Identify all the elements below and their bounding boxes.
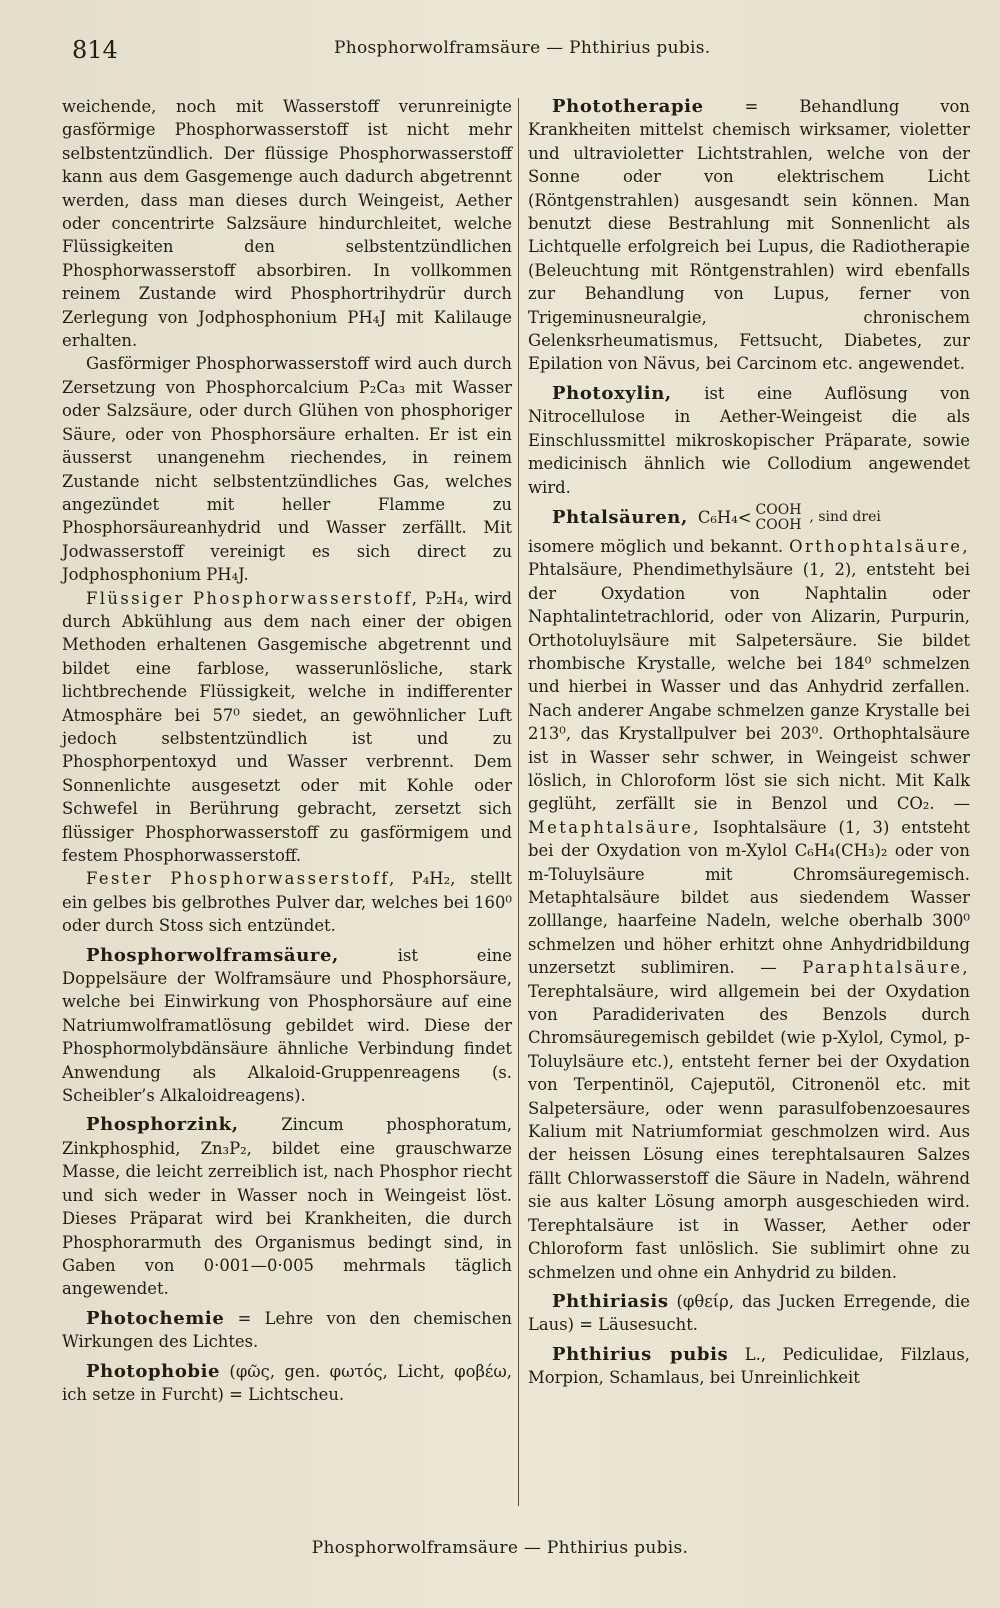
dictionary-entry [528,382,970,499]
paragraph-text: Phtalsäure, Phendimethylsäure (1, 2), entsteht bei der Oxydation von Naphtalin oder Naphtalintetrachlorid, oder von Alizarin, Purpurin, Orthotoluylsäure mit Salpetersäure. Sie bildet rhombische Krystalle, welche bei 184⁰ schmelzen und hierbei in Wasser und das Anhydrid zerfallen. Nach anderer Angabe schmelzen ganze Krystalle bei 213⁰, das Krystallpulver bei 203⁰. Orthophtalsäure ist in Wasser sehr schwer, in Weingeist schwer löslich, in Chloroform löst sie sich nicht. Mit Kalk geglüht, zerfällt sie in Benzol und CO₂. — [528,560,970,814]
dictionary-entry [528,1290,970,1337]
entry-headword: Photophobie [86,1360,221,1382]
entry-text: = Lehre von den chemischen Wirkungen des Lichtes. [62,1308,512,1352]
paragraph-text: P₂H₄, wird durch Abkühlung aus dem nach einer der obigen Methoden erhaltenen Gasgemische abgetrennt und bildet eine farblose, wasserunlösliche, stark lichtbrechende Flüssigkeit, welche in indifferenter Atmosphäre bei 57⁰ siedet, an gewöhnlicher Luft jedoch selbstentzündlich ist und zu Phosphorpentoxyd und Wasser verbrennt. Dem Sonnenlichte ausgesetzt oder mit Kohle oder Schwefel in Berührung gebracht, zersetzt sich flüssiger Phosphorwasserstoff zu gasförmigem und festem Phosphorwasserstoff. [62,588,513,865]
entry-headword: Phthiriasis [552,1290,669,1312]
entry-headword: Photochemie [86,1307,225,1329]
paragraph-text: isomere möglich und bekannt. [528,536,790,556]
formula-top: COOH [755,501,802,518]
page-footer: Phosphorwolframsäure — Phthirius pubis. [311,1538,689,1558]
column-divider [518,98,519,1506]
subheading: Paraphtalsäure, [802,958,970,978]
subheading: Orthophtalsäure, [789,536,970,556]
dictionary-entry [62,1360,512,1407]
entry-headword: Photoxylin, [552,382,672,404]
paragraph [62,867,512,937]
formula-base: C₆H₄< [697,508,752,528]
dictionary-entry [528,95,970,376]
dictionary-entry [62,1307,512,1354]
dictionary-entry [62,1113,512,1300]
entry-text: ist eine Doppelsäure der Wolframsäure und Phosphorsäure, welche bei Einwirkung von Phosphorsäure auf eine Natriumwolframatlösung gebildet wird. Diese der Phosphormolybdänsäure ähnliche Verbindung findet Anwendung als Alkaloid-Gruppenreagens (s. Scheibler’s Alkaloidreagens). [62,945,512,1106]
entry-headword: Phototherapie [552,96,704,117]
formula-fraction [756,503,802,533]
subheading: Fester Phosphorwasserstoff, [86,869,397,889]
phtalsaeure-formula-line [528,503,970,533]
subheading: Flüssiger Phosphorwasserstoff, [86,588,420,608]
paragraph-text: P₄H₂, stellt ein gelbes bis gelbrothes Pulver dar, welches bei 160⁰ oder durch Stoss sich entzündet. [62,869,512,936]
formula-tail: , sind drei [809,509,881,526]
entry-text: = Behandlung von Krankheiten mittelst chemisch wirksamer, violetter und ultravioletter Lichtstrahlen, welche von der Sonne oder von elektrischem Licht (Röntgenstrahlen) ausgesandt sein können. Man benutzt diese Bestrahlung mit Sonnenlicht als Lichtquelle erfolgreich bei Lupus, die Radiotherapie (Beleuchtung mit Röntgenstrahlen) wird ebenfalls zur Behandlung von Lupus, ferner von Trigeminusneuralgie, chronischem Gelenksrheumatismus, Fettsucht, Diabetes, zur Epilation von Nävus, bei Carcinom etc. angewendet. [528,97,970,374]
entry-text: Zincum phosphoratum, Zinkphosphid, Zn₃P₂, bildet eine grauschwarze Masse, die leicht zerreiblich ist, nach Phosphor riecht und sich weder in Wasser noch in Weingeist löst. Dieses Präparat wird bei Krankheiten, die durch Phosphorarmuth des Organismus bedingt sind, in Gaben von 0·001—0·005 mehrmals täglich angewendet. [62,1115,512,1299]
running-title: Phosphorwolframsäure — Phthirius pubis. [334,38,711,58]
paragraph-text: Terephtalsäure, wird allgemein bei der Oxydation von Paradiderivaten des Benzols durch Chromsäuregemisch gebildet (wie p-Xylol, Cymol, p-Toluylsäure etc.), entsteht ferner bei der Oxydation von Terpentinöl, Cajeputöl, Citronenöl etc. mit Salpetersäure, oder wenn parasulfobenzoesaures Kalium mit Natriumformiat geschmolzen wird. Aus der heissen Lösung eines terephtalsauren Salzes fällt Chlorwasserstoff die Säure in Nadeln, während sie aus kalter Lösung amorph ausgeschieden wird. Terephtalsäure ist in Wasser, Aether oder Chloroform fast unlöslich. Sie sublimirt ohne zu schmelzen und ohne ein Anhydrid zu bilden. [528,981,970,1282]
formula-bottom: COOH [755,516,802,533]
paragraph [528,535,970,1284]
entry-text: (φθείρ, das Jucken Erregende, die Laus) = Läusesucht. [528,1291,970,1335]
entry-headword: Phosphorzink, [86,1114,239,1136]
paragraph: Gasförmiger Phosphorwasserstoff wird auch durch Zersetzung von Phosphorcalcium P₂Ca₃ mit Wasser oder Salzsäure, oder durch Glühen von phosphoriger Säure, oder von Phosphorsäure erhalten. Er ist ein äusserst unangenehm riechendes, in reinem Zustande nicht selbstentzündliches Gas, welches angezündet mit heller Flamme zu Phosphorsäureanhydrid und Wasser zerfällt. Mit Jodwasserstoff vereinigt es sich direct zu Jodphosphonium PH₄J. [62,354,512,585]
entry-text: L., Pediculidae, Filzlaus, Morpion, Schamlaus, bei Unreinlichkeit [528,1344,970,1388]
right-column [528,95,970,1390]
paragraph [62,587,512,868]
dictionary-entry [528,1343,970,1390]
paragraph: weichende, noch mit Wasserstoff verunreinigte gasförmige Phosphorwasserstoff ist nicht mehr selbstentzündlich. Der flüssige Phosphorwasserstoff kann aus dem Gasgemenge auch dadurch abgetrennt werden, dass man dieses durch Weingeist, Aether oder concentrirte Salzsäure hindurchleitet, welche Flüssigkeiten den selbstentzündlichen Phosphorwasserstoff absorbiren. In vollkommen reinem Zustande wird Phosphortrihydrür durch Zerlegung von Jodphosphonium PH₄J mit Kalilauge erhalten. [62,97,512,351]
dictionary-entry [62,944,512,1108]
left-column [62,95,512,1406]
entry-headword: Phthirius pubis [552,1343,729,1365]
subheading: Metaphtalsäure, [528,817,701,837]
paragraph-text: Isophtalsäure (1, 3) entsteht bei der Oxydation von m-Xylol C₆H₄(CH₃)₂ oder von m-Toluylsäure mit Chromsäuregemisch. Metaphtalsäure bildet aus siedendem Wasser zolllange, haarfeine Nadeln, welche oberhalb 300⁰ schmelzen und höher erhitzt ohne Anhydridbildung unzersetzt sublimiren. — [528,817,970,978]
entry-headword: Phosphorwolframsäure, [86,944,339,966]
entry-text: (φῶς, gen. φωτός, Licht, φοβέω, ich setze in Furcht) = Lichtscheu. [62,1361,512,1404]
entry-headword: Phtalsäuren, [552,507,688,529]
page-number: 814 [72,36,118,64]
entry-text: ist eine Auflösung von Nitrocellulose in Aether-Weingeist die als Einschlussmittel mikroskopischer Präparate, sowie medicinisch ähnlich wie Collodium angewendet wird. [528,383,970,497]
